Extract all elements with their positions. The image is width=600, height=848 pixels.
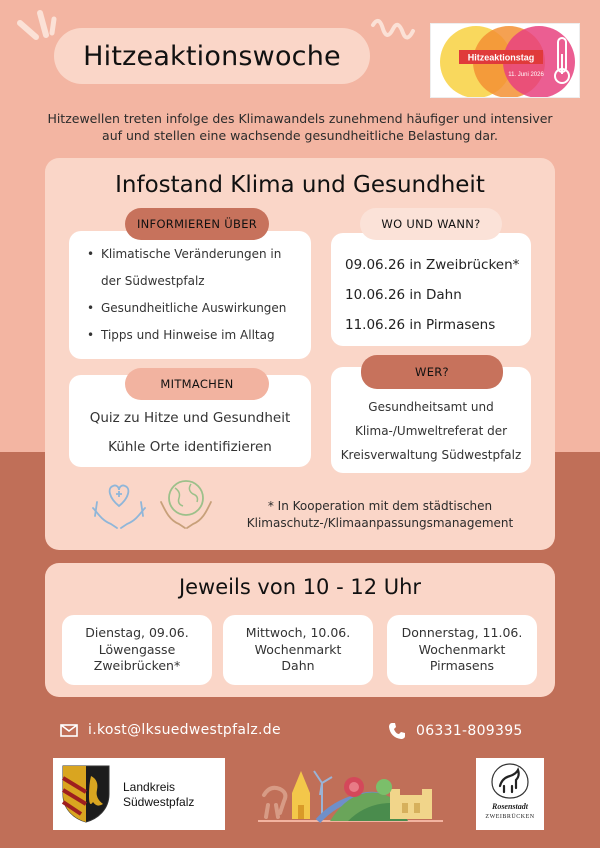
wo-wann-label: WO UND WANN? [360,208,502,240]
times-card [45,563,555,697]
day-date: Donnerstag, 11.06. [401,625,523,640]
day-place: Löwengasse [98,641,176,657]
logo-label: Hitzeaktionstag [467,52,535,63]
page-title [54,28,370,84]
heart-hands-icon [89,480,149,536]
times-title: Jeweils von 10 - 12 Uhr [178,575,422,599]
location-item: 11.06.26 in Pirmasens [345,317,496,333]
day-city: Pirmasens [429,658,495,673]
landkreis-line: Südwestpfalz [123,795,195,809]
page-title-text: Hitzeaktionswoche [83,40,341,72]
mitmachen-item: Kühle Orte identifizieren [108,439,272,455]
wer-line: Kreisverwaltung Südwestpfalz [340,448,522,462]
email-contact[interactable] [60,722,281,738]
email-text[interactable]: i.kost@lksuedwestpfalz.de [88,722,281,738]
day-city: Zweibrücken* [93,658,181,673]
footnote-line: * In Kooperation mit dem städtischen [267,499,493,513]
mail-icon [60,724,78,737]
cooperation-footnote [220,498,540,532]
phone-icon [388,722,406,740]
wo-wann-box [331,233,531,346]
day-place: Wochenmarkt [254,641,342,657]
location-item: 09.06.26 in Zweibrücken* [345,257,520,273]
infostand-title: Infostand Klima und Gesundheit [115,172,485,198]
rosenstadt-line1: Rosenstadt [491,802,528,811]
day-box-tuesday [62,615,212,685]
landkreis-logo [53,758,225,830]
list-item: • Tipps und Hinweise im Alltag [87,322,301,349]
list-item: • Gesundheitliche Auswirkungen [87,295,301,322]
rosenstadt-line2: ZWEIBRÜCKEN [485,814,535,820]
hitzeaktionstag-logo [430,23,580,98]
wer-label: WER? [361,355,503,389]
day-box-wednesday [223,615,373,685]
hitzeaktionstag-logo-graphic [431,24,580,98]
informieren-list [69,231,311,349]
day-date: Dienstag, 09.06. [85,625,189,640]
phone-text[interactable]: 06331-809395 [416,723,523,739]
informieren-label: INFORMIEREN ÜBER [125,208,269,240]
phone-contact[interactable] [388,722,523,740]
globe-hands-icon [155,476,217,536]
landkreis-line: Landkreis [123,780,176,794]
list-item: • Klimatische Veränderungen in der Südwestpfalz [87,241,301,295]
mitmachen-label: MITMACHEN [125,368,269,400]
footnote-line: Klimaschutz-/Klimaanpassungsmanagement [246,516,514,530]
wer-line: Klima-/Umweltreferat der [354,424,508,438]
logo-date: 11. Juni 2026 [508,72,544,78]
infostand-card [45,158,555,550]
decorative-squiggle [365,5,425,55]
day-place: Wochenmarkt [418,641,506,657]
intro-text: Hitzewellen treten infolge des Klimawandels zunehmend häufiger und intensiver auf und stellen eine wachsende gesundheitliche Belastung dar. [47,111,553,143]
horse-crest-icon [490,762,530,800]
wer-line: Gesundheitsamt und [368,400,494,414]
coat-of-arms-icon [61,764,111,824]
day-city: Dahn [281,658,315,673]
mitmachen-item: Quiz zu Hitze und Gesundheit [89,410,291,426]
informieren-box [69,231,311,359]
day-box-thursday [387,615,537,685]
day-date: Mittwoch, 10.06. [245,625,351,640]
region-illustration [258,765,443,827]
rosenstadt-logo [476,758,544,830]
location-item: 10.06.26 in Dahn [345,287,462,303]
